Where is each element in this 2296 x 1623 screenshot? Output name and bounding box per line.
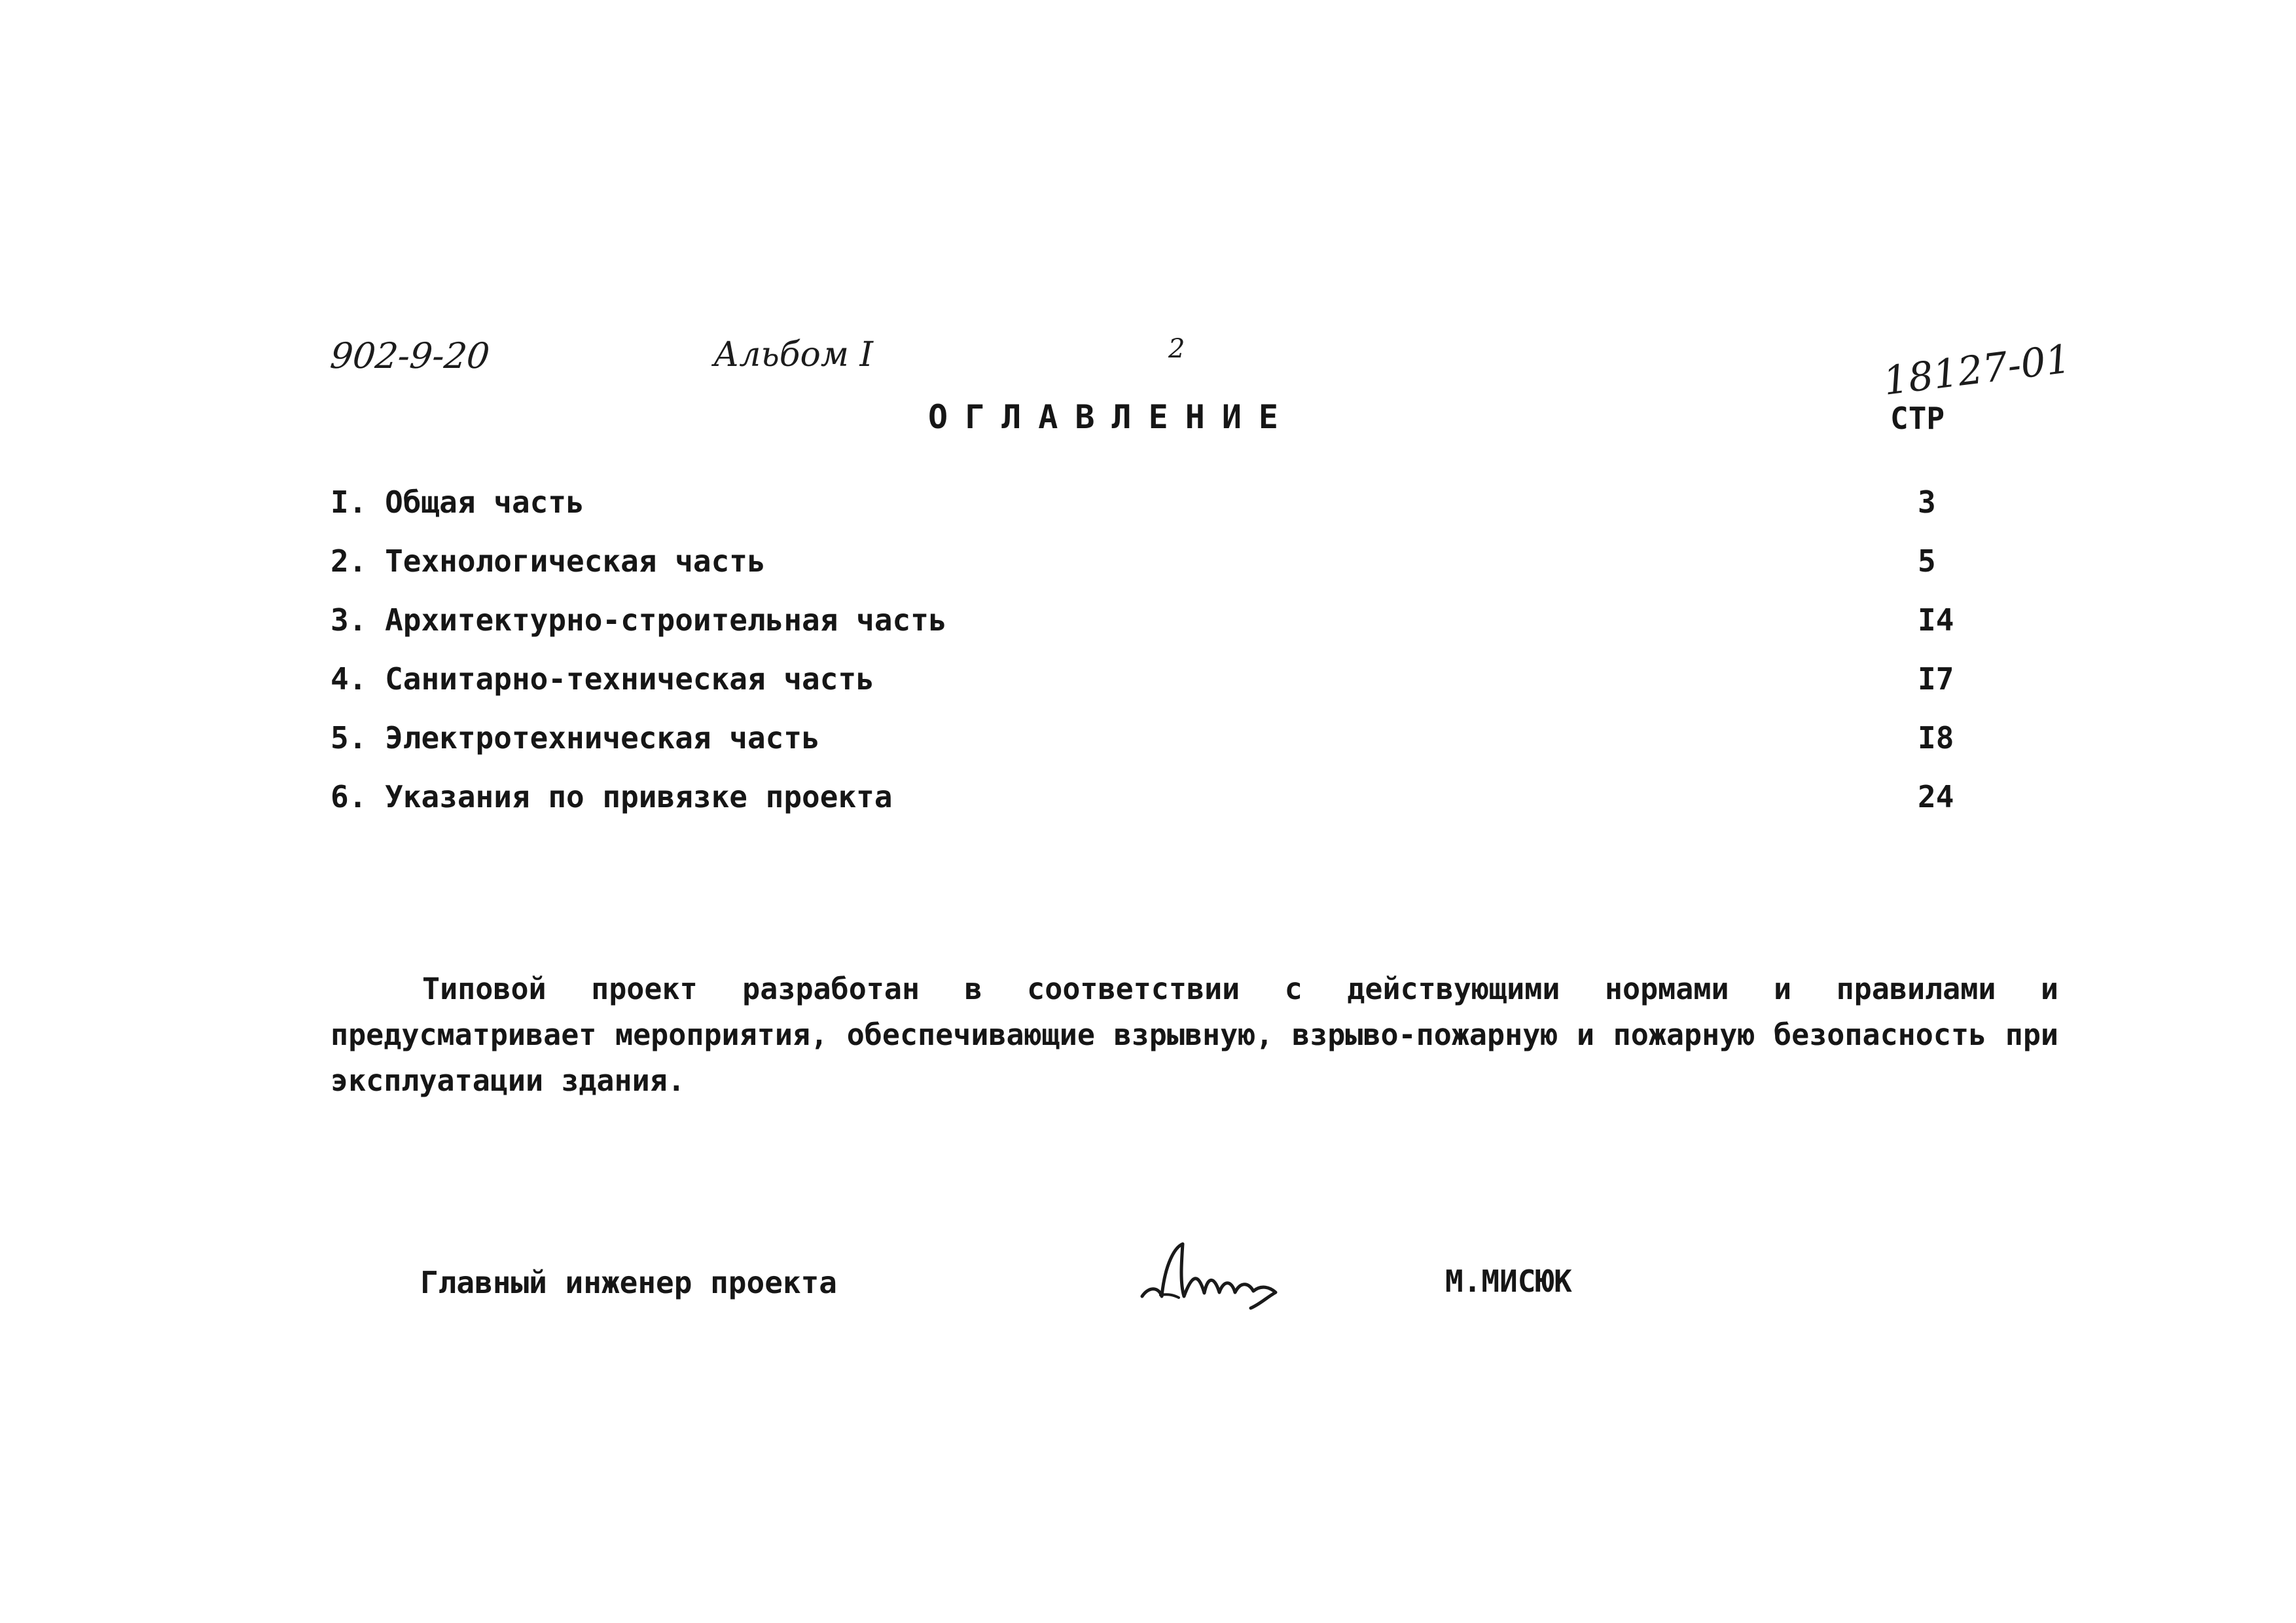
page-mark: 2 bbox=[1168, 334, 1185, 364]
toc-item-label: 6. Указания по привязке проекта bbox=[331, 779, 893, 814]
series-code: 902-9-20 bbox=[328, 335, 492, 376]
toc-item-label: I. Общая часть bbox=[331, 484, 584, 520]
toc-item-label: 3. Архитектурно-строительная часть bbox=[331, 602, 947, 638]
toc-item-page: 3 bbox=[1918, 484, 1936, 520]
page-title: ОГЛАВЛЕНИЕ bbox=[928, 398, 1296, 436]
toc-item-page: I8 bbox=[1918, 720, 1954, 756]
toc-item-page: I4 bbox=[1918, 602, 1954, 638]
handwritten-signature bbox=[1136, 1224, 1299, 1316]
toc-item-page: 5 bbox=[1918, 543, 1936, 579]
project-note: Типовой проект разработан в соответствии с действующими нормами и правилами и предусматривает мероприятия, обеспечивающие взрывную, взрыво-пожарную и пожарную безопасность при эксплуатации здания. bbox=[331, 972, 2058, 1098]
signatory-name: М.МИСЮК bbox=[1445, 1264, 1572, 1299]
toc-item-page: I7 bbox=[1918, 661, 1954, 697]
album-label: Альбом I bbox=[713, 335, 874, 374]
signatory-role: Главный инженер проекта bbox=[420, 1265, 837, 1300]
toc-item-page: 24 bbox=[1918, 779, 1954, 814]
page-column-label: СТР bbox=[1890, 401, 1945, 436]
toc-item-label: 4. Санитарно-техническая часть bbox=[331, 661, 874, 697]
toc-item-label: 5. Электротехническая часть bbox=[331, 720, 820, 756]
document-number: 18127-01 bbox=[1880, 336, 2073, 405]
toc-item-label: 2. Технологическая часть bbox=[331, 543, 766, 579]
